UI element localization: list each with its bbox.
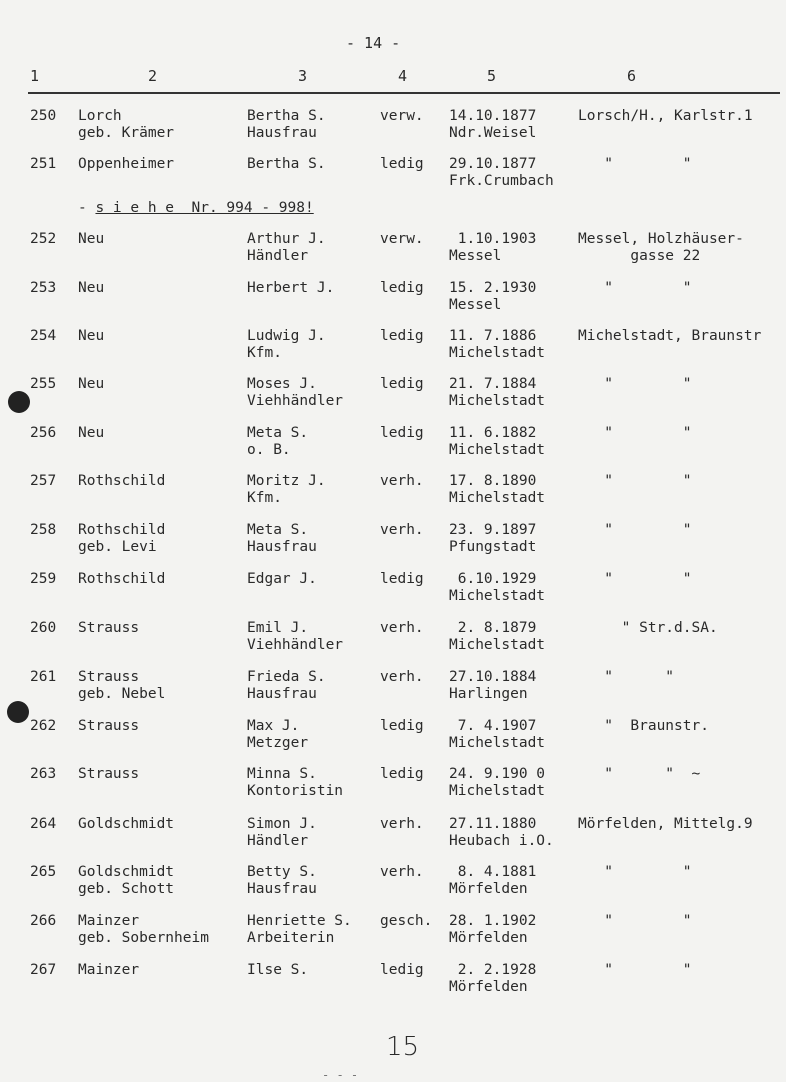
- entry-number: 263: [30, 766, 57, 782]
- column-number-5: 5: [487, 67, 497, 85]
- surname: Oppenheimer: [78, 156, 175, 172]
- birth-place: Mörfelden: [449, 979, 528, 995]
- birth-date: 1.10.1903: [449, 231, 537, 247]
- marital-status: verw.: [380, 108, 424, 124]
- residence: " ": [578, 669, 675, 685]
- occupation: Metzger: [247, 735, 309, 751]
- table-row: [0, 766, 786, 806]
- birth-date: 7. 4.1907: [449, 718, 537, 734]
- occupation: Händler: [247, 833, 309, 849]
- note-reference: s i e h e Nr. 994 - 998!: [95, 200, 314, 216]
- birth-place: Messel: [449, 248, 502, 264]
- birth-place: Harlingen: [449, 686, 528, 702]
- birth-date: 28. 1.1902: [449, 913, 537, 929]
- birth-date: 6.10.1929: [449, 571, 537, 587]
- entry-number: 256: [30, 425, 57, 441]
- birth-place: Mörfelden: [449, 881, 528, 897]
- entry-number: 259: [30, 571, 57, 587]
- column-number-1: 1: [30, 67, 40, 85]
- residence: Lorsch/H., Karlstr.1: [578, 108, 753, 124]
- birth-date: 27.11.1880: [449, 816, 537, 832]
- marital-status: verh.: [380, 522, 424, 538]
- first-name: Moritz J.: [247, 473, 326, 489]
- first-name: Meta S.: [247, 522, 309, 538]
- table-row: [0, 571, 786, 611]
- surname: Neu: [78, 425, 105, 441]
- column-number-6: 6: [627, 67, 637, 85]
- marital-status: verh.: [380, 620, 424, 636]
- entry-number: 266: [30, 913, 57, 929]
- birth-date: 27.10.1884: [449, 669, 537, 685]
- birth-place: Messel: [449, 297, 502, 313]
- entry-number: 251: [30, 156, 57, 172]
- table-row: [0, 473, 786, 513]
- birth-place: Frk.Crumbach: [449, 173, 554, 189]
- birth-date: 17. 8.1890: [449, 473, 537, 489]
- entry-number: 253: [30, 280, 57, 296]
- entry-number: 267: [30, 962, 57, 978]
- residence: " ": [578, 864, 692, 880]
- birth-place: Michelstadt: [449, 637, 546, 653]
- first-name: Henriette S.: [247, 913, 352, 929]
- marital-status: ledig: [380, 766, 424, 782]
- first-name: Minna S.: [247, 766, 317, 782]
- marital-status: verh.: [380, 816, 424, 832]
- first-name: Betty S.: [247, 864, 317, 880]
- surname: Rothschild: [78, 522, 166, 538]
- first-name: Bertha S.: [247, 108, 326, 124]
- surname: Rothschild: [78, 473, 166, 489]
- residence: Mörfelden, Mittelg.9: [578, 816, 753, 832]
- birth-date: 11. 7.1886: [449, 328, 537, 344]
- entry-number: 252: [30, 231, 57, 247]
- birth-date: 14.10.1877: [449, 108, 537, 124]
- birth-name: geb. Schott: [78, 881, 175, 897]
- table-row: [0, 328, 786, 368]
- occupation: Viehhändler: [247, 393, 344, 409]
- residence: " ": [578, 280, 692, 296]
- first-name: Arthur J.: [247, 231, 326, 247]
- birth-date: 29.10.1877: [449, 156, 537, 172]
- first-name: Edgar J.: [247, 571, 317, 587]
- surname: Goldschmidt: [78, 816, 175, 832]
- entry-number: 257: [30, 473, 57, 489]
- marital-status: gesch.: [380, 913, 433, 929]
- residence: " ": [578, 425, 692, 441]
- table-row: [0, 108, 786, 148]
- birth-date: 8. 4.1881: [449, 864, 537, 880]
- column-number-4: 4: [398, 67, 408, 85]
- entry-number: 255: [30, 376, 57, 392]
- residence: " Braunstr.: [578, 718, 709, 734]
- surname: Strauss: [78, 669, 140, 685]
- table-row: [0, 231, 786, 271]
- entry-number: 258: [30, 522, 57, 538]
- first-name: Emil J.: [247, 620, 309, 636]
- marital-status: ledig: [380, 328, 424, 344]
- residence: " ": [578, 473, 692, 489]
- first-name: Max J.: [247, 718, 300, 734]
- residence: " ": [578, 571, 692, 587]
- surname: Strauss: [78, 766, 140, 782]
- table-row: [0, 425, 786, 465]
- occupation: Hausfrau: [247, 539, 317, 555]
- table-row: [0, 864, 786, 904]
- birth-date: 2. 8.1879: [449, 620, 537, 636]
- first-name: Ilse S.: [247, 962, 309, 978]
- birth-date: 15. 2.1930: [449, 280, 537, 296]
- first-name: Simon J.: [247, 816, 317, 832]
- birth-date: 24. 9.190 0: [449, 766, 546, 782]
- marital-status: ledig: [380, 718, 424, 734]
- entry-number: 264: [30, 816, 57, 832]
- birth-date: 21. 7.1884: [449, 376, 537, 392]
- marital-status: ledig: [380, 156, 424, 172]
- cross-reference-note: [78, 200, 314, 216]
- page-number: - 14 -: [346, 34, 401, 52]
- birth-place: Michelstadt: [449, 735, 546, 751]
- table-row: [0, 376, 786, 416]
- residence: " " ~: [578, 766, 701, 782]
- birth-place: Pfungstadt: [449, 539, 537, 555]
- occupation: Viehhändler: [247, 637, 344, 653]
- surname: Strauss: [78, 718, 140, 734]
- surname: Mainzer: [78, 913, 140, 929]
- residence: " ": [578, 376, 692, 392]
- entry-number: 265: [30, 864, 57, 880]
- first-name: Frieda S.: [247, 669, 326, 685]
- entry-number: 262: [30, 718, 57, 734]
- footer-dashes: - - -: [322, 1068, 359, 1082]
- header-rule: [28, 92, 780, 94]
- marital-status: verh.: [380, 473, 424, 489]
- residence-line-2: gasse 22: [578, 248, 701, 264]
- punch-hole: [7, 701, 29, 723]
- marital-status: verh.: [380, 669, 424, 685]
- first-name: Meta S.: [247, 425, 309, 441]
- column-number-2: 2: [148, 67, 158, 85]
- first-name: Moses J.: [247, 376, 317, 392]
- occupation: Händler: [247, 248, 309, 264]
- residence: " ": [578, 962, 692, 978]
- birth-date: 11. 6.1882: [449, 425, 537, 441]
- table-row: [0, 718, 786, 758]
- table-row: [0, 816, 786, 856]
- occupation: o. B.: [247, 442, 291, 458]
- table-row: [0, 280, 786, 320]
- occupation: Hausfrau: [247, 881, 317, 897]
- first-name: Ludwig J.: [247, 328, 326, 344]
- marital-status: ledig: [380, 376, 424, 392]
- residence: " ": [578, 156, 692, 172]
- entry-number: 261: [30, 669, 57, 685]
- birth-place: Michelstadt: [449, 783, 546, 799]
- marital-status: verw.: [380, 231, 424, 247]
- surname: Neu: [78, 231, 105, 247]
- marital-status: ledig: [380, 962, 424, 978]
- table-row: [0, 913, 786, 953]
- occupation: Kfm.: [247, 345, 282, 361]
- birth-date: 23. 9.1897: [449, 522, 537, 538]
- marital-status: ledig: [380, 280, 424, 296]
- birth-name: geb. Nebel: [78, 686, 166, 702]
- surname: Rothschild: [78, 571, 166, 587]
- surname: Mainzer: [78, 962, 140, 978]
- occupation: Kontoristin: [247, 783, 344, 799]
- first-name: Herbert J.: [247, 280, 335, 296]
- birth-place: Michelstadt: [449, 393, 546, 409]
- residence: " Str.d.SA.: [578, 620, 718, 636]
- note-prefix: -: [78, 200, 96, 216]
- surname: Lorch: [78, 108, 122, 124]
- table-row: [0, 620, 786, 660]
- occupation: Hausfrau: [247, 686, 317, 702]
- occupation: Kfm.: [247, 490, 282, 506]
- residence: " ": [578, 913, 692, 929]
- first-name: Bertha S.: [247, 156, 326, 172]
- occupation: Arbeiterin: [247, 930, 335, 946]
- table-row: [0, 669, 786, 709]
- birth-place: Michelstadt: [449, 588, 546, 604]
- birth-name: geb. Levi: [78, 539, 157, 555]
- birth-place: Heubach i.O.: [449, 833, 554, 849]
- marital-status: verh.: [380, 864, 424, 880]
- residence: Messel, Holzhäuser-: [578, 231, 744, 247]
- marital-status: ledig: [380, 571, 424, 587]
- birth-place: Ndr.Weisel: [449, 125, 537, 141]
- birth-place: Michelstadt: [449, 345, 546, 361]
- surname: Neu: [78, 328, 105, 344]
- surname: Neu: [78, 280, 105, 296]
- table-row: [0, 156, 786, 196]
- footer-page-number: 15: [386, 1032, 420, 1062]
- residence: Michelstadt, Braunstr: [578, 328, 762, 344]
- birth-place: Michelstadt: [449, 490, 546, 506]
- birth-place: Michelstadt: [449, 442, 546, 458]
- table-row: [0, 962, 786, 1002]
- birth-name: geb. Sobernheim: [78, 930, 209, 946]
- punch-hole: [8, 391, 30, 413]
- table-row: [0, 522, 786, 562]
- column-number-3: 3: [298, 67, 308, 85]
- birth-name: geb. Krämer: [78, 125, 175, 141]
- entry-number: 260: [30, 620, 57, 636]
- birth-place: Mörfelden: [449, 930, 528, 946]
- entry-number: 254: [30, 328, 57, 344]
- birth-date: 2. 2.1928: [449, 962, 537, 978]
- residence: " ": [578, 522, 692, 538]
- occupation: Hausfrau: [247, 125, 317, 141]
- surname: Goldschmidt: [78, 864, 175, 880]
- marital-status: ledig: [380, 425, 424, 441]
- surname: Strauss: [78, 620, 140, 636]
- surname: Neu: [78, 376, 105, 392]
- entry-number: 250: [30, 108, 57, 124]
